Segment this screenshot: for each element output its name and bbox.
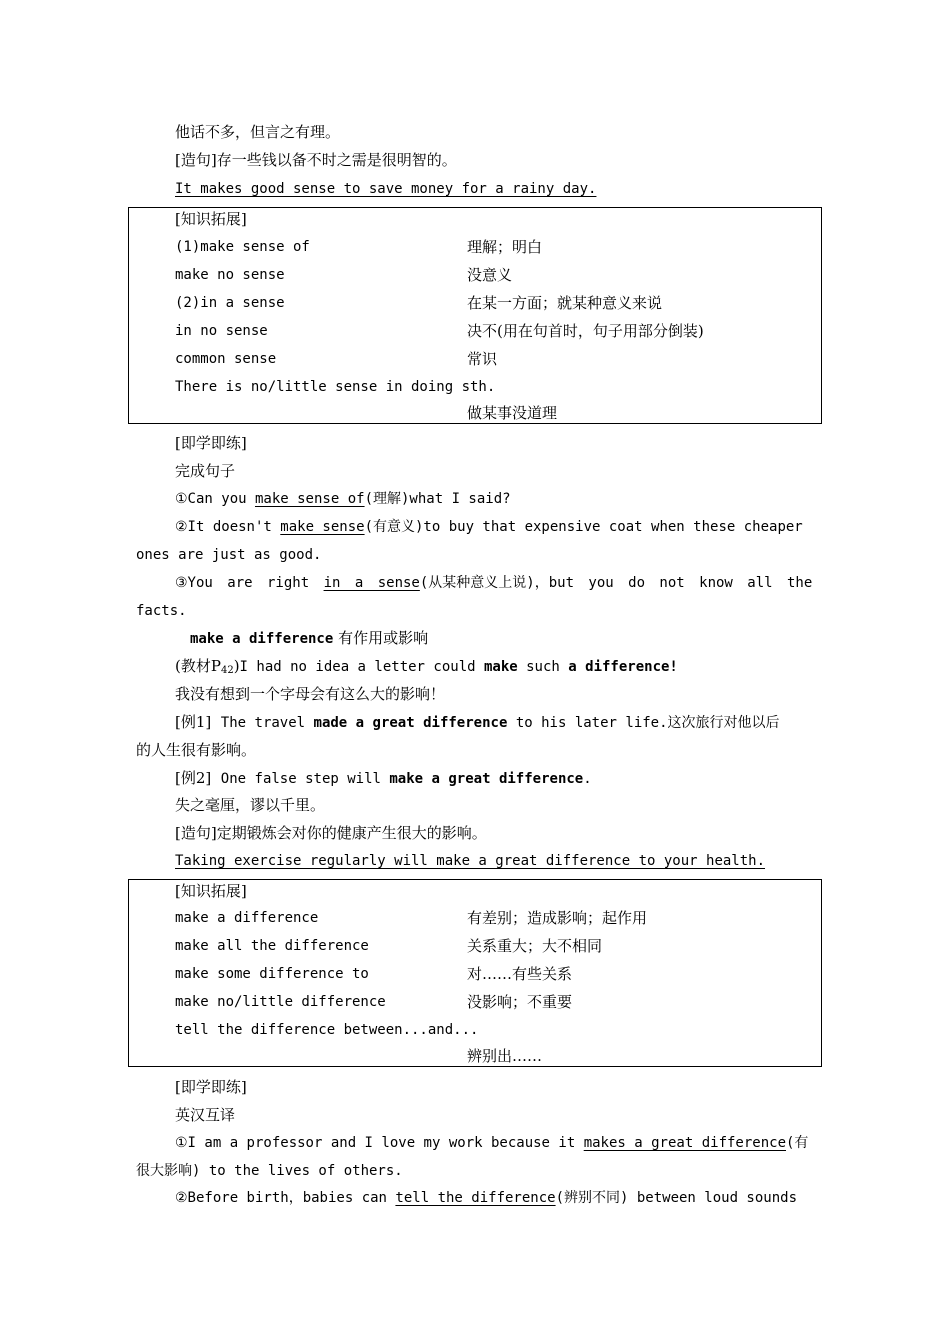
answer-blank: make sense of <box>254 491 365 507</box>
practice-question <box>175 1133 808 1153</box>
question-continuation: 很大影响) to the lives of others. <box>136 1163 403 1179</box>
textbook-label: (教材P <box>175 657 221 675</box>
answer-blank: in a sense <box>323 575 420 591</box>
zaoju-prompt <box>175 150 457 170</box>
example-text: One false step will <box>220 771 390 787</box>
box2-row-en: tell the difference between...and... <box>175 1022 479 1038</box>
example-bold: a difference! <box>568 659 678 675</box>
box1-row-en: make no sense <box>175 267 285 283</box>
zaoju-prompt <box>175 823 487 843</box>
practice-label: [即学即练] <box>175 1078 247 1096</box>
example-label: [例1] <box>175 713 212 731</box>
example-text: to his later life.这次旅行对他以后 <box>507 715 780 731</box>
box2-row-cn: 辨别出…… <box>467 1047 543 1065</box>
box2-row-en: make a difference <box>175 910 319 926</box>
example-bold: make a great difference <box>389 771 584 787</box>
textbook-example <box>175 656 678 681</box>
question-text: (有意义)to buy that expensive coat when these cheaper <box>364 519 803 535</box>
question-text: ①Can you <box>175 491 255 507</box>
phrase-heading <box>190 628 428 649</box>
box2-row-en: make all the difference <box>175 938 369 954</box>
question-text: ②It doesn't <box>175 519 281 535</box>
practice-question <box>175 517 803 537</box>
box1-row-cn: 在某一方面；就某种意义来说 <box>467 294 663 312</box>
example-text: such <box>517 659 569 675</box>
zaoju-label: [造句] <box>175 151 217 169</box>
box1-row-en: (2)in a sense <box>175 295 285 311</box>
example-2 <box>175 768 592 789</box>
example-text: . <box>583 771 592 787</box>
example-continuation: 的人生很有影响。 <box>136 741 257 759</box>
box2-row-cn: 对……有些关系 <box>467 965 573 983</box>
question-text: (有 <box>786 1135 809 1151</box>
practice-question <box>175 1188 797 1208</box>
box2-row-cn: 关系重大；大不相同 <box>467 937 603 955</box>
textbook-label-close: ) <box>233 657 240 675</box>
answer-blank: tell the difference <box>395 1190 556 1206</box>
example-bold: made a great difference <box>313 715 508 731</box>
question-text: ③You are right <box>175 575 324 591</box>
practice-task: 完成句子 <box>175 462 236 480</box>
box2-row-en: make no/little difference <box>175 994 386 1010</box>
practice-label: [即学即练] <box>175 434 247 452</box>
example-text: I had no idea a letter could <box>239 659 484 675</box>
phrase: make a difference <box>190 631 334 647</box>
example-bold: make <box>483 659 518 675</box>
question-continuation: facts. <box>136 603 187 619</box>
box1-row-en: in no sense <box>175 323 268 339</box>
practice-task: 英汉互译 <box>175 1106 236 1124</box>
practice-question <box>175 573 812 593</box>
zaoju-label: [造句] <box>175 824 217 842</box>
zaoju-chinese: 定期锻炼会对你的健康产生很大的影响。 <box>216 824 487 842</box>
example-1 <box>175 712 780 733</box>
textbook-page: 42 <box>220 665 234 676</box>
box2-row-cn: 有差别；造成影响；起作用 <box>467 909 648 927</box>
phrase-meaning: 有作用或影响 <box>338 629 429 647</box>
answer-blank: make sense <box>280 519 365 535</box>
zaoju-chinese: 存一些钱以备不时之需是很明智的。 <box>216 151 457 169</box>
zaoju-answer: It makes good sense to save money for a rainy day. <box>175 181 597 197</box>
example-text: The travel <box>220 715 314 731</box>
question-continuation: ones are just as good. <box>136 547 322 563</box>
box1-row-en: common sense <box>175 351 277 367</box>
box1-row-cn: 做某事没道理 <box>467 404 558 422</box>
question-text: (从某种意义上说)，but you do not know all the <box>419 575 813 591</box>
box1-row-cn: 理解；明白 <box>467 238 543 256</box>
question-text: ①I am a professor and I love my work because it <box>175 1135 584 1151</box>
box1-row-cn: 常识 <box>467 350 498 368</box>
practice-question <box>175 489 511 509</box>
answer-blank: makes a great difference <box>583 1135 786 1151</box>
box1-row-cn: 没意义 <box>467 266 513 284</box>
box1-row-en: There is no/little sense in doing sth. <box>175 379 496 395</box>
box2-title: [知识拓展] <box>175 882 247 900</box>
box2-row-cn: 没影响；不重要 <box>467 993 573 1011</box>
example-translation: 他话不多，但言之有理。 <box>175 123 341 141</box>
box2-row-en: make some difference to <box>175 966 369 982</box>
question-text: ②Before birth，babies can <box>175 1190 396 1206</box>
zaoju-answer: Taking exercise regularly will make a great difference to your health. <box>175 853 766 869</box>
example-translation: 失之毫厘，谬以千里。 <box>175 796 326 814</box>
box1-row-en: (1)make sense of <box>175 239 310 255</box>
box1-title: [知识拓展] <box>175 210 247 228</box>
textbook-translation: 我没有想到一个字母会有这么大的影响！ <box>175 685 446 703</box>
question-text: (辨别不同) between loud sounds <box>555 1190 798 1206</box>
box1-row-cn: 决不(用在句首时，句子用部分倒装) <box>467 322 704 340</box>
question-text: (理解)what I said? <box>364 491 511 507</box>
example-label: [例2] <box>175 769 212 787</box>
